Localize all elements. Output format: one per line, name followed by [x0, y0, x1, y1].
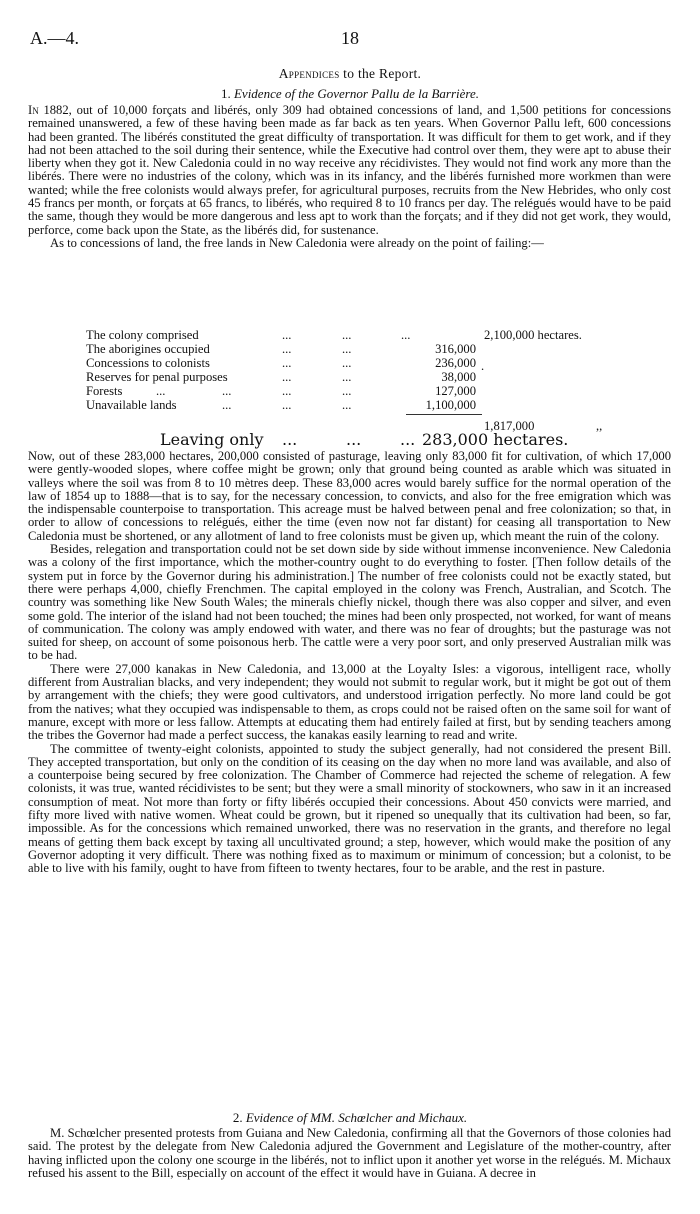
table-row-label: Forests: [86, 384, 123, 398]
table-row-label: The colony comprised: [86, 328, 199, 342]
table-row-value: 38,000: [441, 370, 476, 384]
leader-dots: ...: [342, 342, 352, 356]
leader-dots: ...: [342, 398, 352, 412]
section-2-body: [28, 1127, 671, 1180]
page-number: 18: [341, 28, 359, 48]
table-row-label: Unavailable lands: [86, 398, 177, 412]
section-1-title: Evidence of the Governor Pallu de la Barrière.: [230, 86, 479, 101]
paragraph-4: Besides, relegation and transportation could not be set down side by side without immense inconvenience. New Caledonia was a colony of the first importance, which the mother-country ought to do everything to foster. [Then follow details of the system put in force by the Governor during his administration.] The number of free colonists could not be exactly stated, but there were perhaps 4,000, chiefly Frenchmen. The capital employed in the colony was French, Australian, and Scotch. The country was something like New South Wales; the minerals chiefly nickel, though there was also copper and silver, and even some gold. The interior of the island had not been touched; the mines had been only prospected, not worked, for want of means of communication. The colony was amply endowed with water, and there was no fear of droughts; but the pasturage was not suited for sheep, on account of some poisonous herb. The cattle were a very poor sort, and only preserved Australian milk was to be had.: [28, 542, 671, 663]
table-row-value: 236,000: [435, 356, 476, 370]
paragraph-6: The committee of twenty-eight colonists, appointed to study the subject generally, had not considered the present Bill. They accepted transportation, but only on the condition of its ceasing on the day when no more land was available, and also of a counterpoise being secured by free colonization. The Chamber of Commerce had rejected the scheme of relegation. A few colonists, it was true, wanted récidivistes to be sent; but they were a small minority of stockowners, who saw in it an increased consumption of meat. Not more than forty or fifty libérés occupied their concessions. About 450 convicts were married, and fifty more lived with native women. Wheat could be grown, but it ripened so unequally that its cultivation had been, so far, impossible. As for the concessions which remained unworked, there was no reservation in the grants, and therefore no legal means of getting them back except by taxing all uncultivated ground; a step, however, which would make the position of any Governor adopting it very difficult. There was nothing fixed as to maximum or minimum of concession; but a colonist, to be able to live with his family, ought to have from fifteen to twenty hectares, four to be arable, and the rest in pasture.: [28, 741, 671, 876]
table-row-label: The aborigines occupied: [86, 342, 210, 356]
paragraph-1-dropcap: In: [28, 103, 39, 117]
leader-dots: ...: [282, 342, 292, 356]
appendices-title-rest: to the Report.: [339, 66, 422, 81]
paragraph-1-text: 1882, out of 10,000 forçats and libérés, only 309 had obtained concessions of land, and 1,500 petitions for concessions remained unanswered, a few of these having been made as far back as ten years. When Governor Pallu left, 600 concessions had been granted. The libérés constituted the great difficulty of transportation. It was difficult for them to get work, and if they had not been attached to the soil during their sentence, while the Executive had control over them, they were apt to abuse their liberty when they got it. New Caledonia could in no way receive any récidivistes. They would not find work any more than the libérés. There were no industries of the colony, which was in its infancy, and the libérés furnished more workmen than were wanted; while the free colonists would always prefer, for agricultural purposes, recruits from the New Hebrides, who only cost 45 francs per month, or forçats at 65 francs, to libérés, who required 8 to 10 francs per day. The relégués would have to be paid the same, though they would be more dangerous and less apt to work than the forçats; and if they did not get work, they would, perforce, come back upon the State, as the libérés did, for sustenance.: [28, 103, 671, 237]
land-table: [86, 329, 646, 439]
table-row-label: Concessions to colonists: [86, 356, 210, 370]
subtotal-rule: [406, 414, 482, 415]
paragraph-5: There were 27,000 kanakas in New Caledonia, and 13,000 at the Loyalty Isles: a vigorous, intelligent race, wholly different from Australian blacks, and very independent; they would not submit to regular work, but it might be got out of them by arrangement with the chiefs; they were good cultivators, and understood irrigation perfectly. No more land could be got from the natives; what they occupied was indispensable to them, as crops could not be raised often on the same soil for want of manure, except with more or less fallow. Attempts at educating them had entirely failed at first, but by sending teachers among the tribes the Governor had made a perfect success, the kanakas easily learning to read and write.: [28, 661, 671, 743]
paragraph-1: [28, 104, 671, 237]
ditto-mark: ,,: [596, 419, 603, 433]
section-1-number: 1.: [220, 86, 231, 101]
page-header: [30, 28, 670, 50]
leader-dots: ...: [282, 384, 292, 398]
leader-dots: ...: [156, 384, 166, 398]
leaving-value: 283,000 hectares.: [422, 430, 569, 449]
table-subtotal: 1,817,000: [484, 419, 535, 433]
section-1-heading: [0, 86, 700, 102]
appendices-title: [0, 66, 700, 82]
leader-dots: ...: [346, 430, 362, 449]
document-reference: A.—4.: [30, 28, 79, 48]
leader-dots: ...: [222, 384, 232, 398]
leader-dots: ...: [342, 370, 352, 384]
paragraph-7: M. Schœlcher presented protests from Guiana and New Caledonia, confirming all that the Governors of those colonies had said. The protest by the delegate from New Caledonia adjured the Government and Legislature of the mother-country, after having inflicted upon the colony one scourge in the libérés, not to inflict upon it another yet worse in the relégués. M. Michaux refused his assent to the Bill, especially on account of the effect it would have in Guiana. A decree in: [28, 1126, 671, 1180]
leader-dots: ...: [342, 384, 352, 398]
paragraph-3: Now, out of these 283,000 hectares, 200,000 consisted of pasturage, leaving only 83,000 fit for cultivation, of which 17,000 were gently-wooded slopes, where coffee might be grown; only that ground being counted as arable which was situated in valleys where the soil was from 8 to 10 mètres deep. These 83,000 acres would barely suffice for the normal operation of the law of 1854 up to 1888—that is to say, for the necessary concession, to convicts, and also for the free emigration which was the indispensable counterpoise to transportation. This acreage must be halved between penal and free colonization; so that, in order to allow of concessions to relégués, either the time (even now not far distant) for ceasing all transportation to New Caledonia must be shortened, or any allotment of land to free colonists must be given up, which meant the ruin of the colony.: [28, 449, 671, 543]
section-2-heading: [0, 1110, 700, 1126]
table-row-label: Reserves for penal purposes: [86, 370, 228, 384]
section-1-body-bottom: [28, 450, 671, 876]
section-1-body-top: [28, 104, 671, 250]
stray-mark: .: [481, 359, 485, 373]
leader-dots: ...: [400, 430, 416, 449]
leader-dots: ...: [282, 328, 292, 342]
section-2-title: Evidence of MM. Schœlcher and Michaux.: [242, 1110, 468, 1125]
leader-dots: ...: [282, 356, 292, 370]
table-row-total: 2,100,000 hectares.: [484, 328, 582, 342]
table-row-value: 127,000: [435, 384, 476, 398]
leader-dots: ...: [282, 430, 298, 449]
leader-dots: ...: [342, 356, 352, 370]
appendices-word: Appendices: [278, 66, 340, 81]
leader-dots: ...: [222, 398, 232, 412]
leader-dots: ...: [282, 398, 292, 412]
leader-dots: ...: [282, 370, 292, 384]
leaving-label: Leaving only: [160, 430, 264, 449]
leader-dots: ...: [401, 328, 411, 342]
table-row-value: 316,000: [435, 342, 476, 356]
table-row-value: 1,100,000: [425, 398, 476, 412]
section-2-number: 2.: [232, 1110, 243, 1125]
paragraph-2: As to concessions of land, the free lands in New Caledonia were already on the point of failing:—: [50, 235, 544, 250]
leader-dots: ...: [342, 328, 352, 342]
